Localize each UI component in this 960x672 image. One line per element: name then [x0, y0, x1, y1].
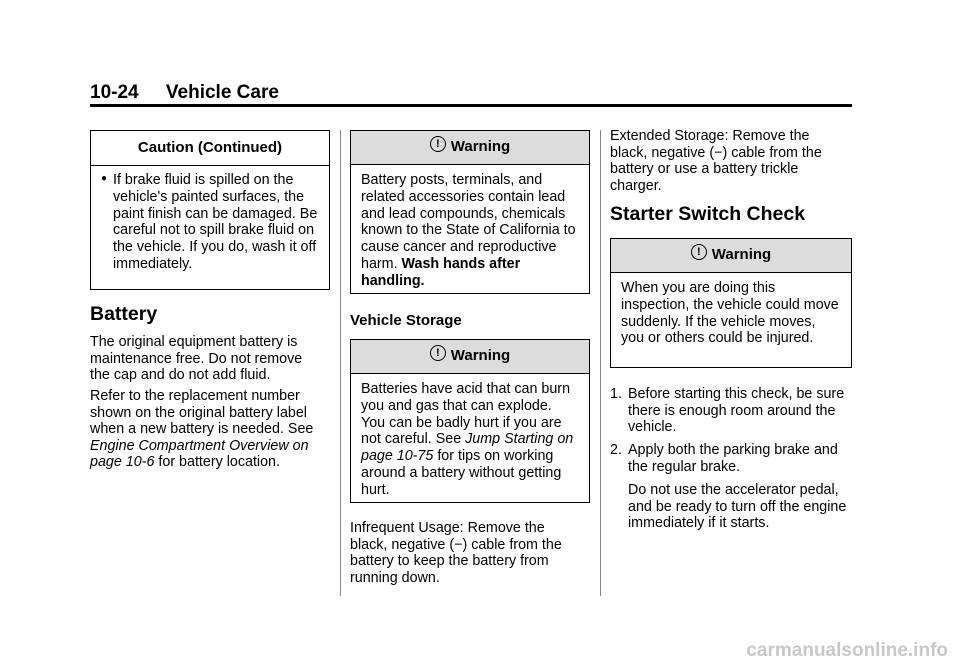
battery-para-1: The original equipment battery is maintenance free. Do not remove the cap and do not add fluid.	[90, 334, 303, 384]
step-1: 1. Before starting this check, be sure there is enough room around the vehicle.	[610, 386, 845, 436]
vehicle-storage-heading: Vehicle Storage	[350, 312, 462, 329]
step-2: 2. Apply both the parking brake and the regular brake.	[610, 442, 838, 475]
caution-bullet: ● If brake fluid is spilled on the vehicle's painted surfaces, the paint finish can be damaged. Be careful not to spill brake fluid on the vehicle. If you do, wash it off immediately.	[101, 172, 318, 272]
caution-title: Caution (Continued)	[91, 131, 329, 166]
warning-lead-box	[350, 130, 590, 294]
warning-icon: !	[691, 244, 707, 260]
warning-acid-text: Batteries have acid that can burn you and gas that can explode. You can be badly hurt if you are not careful. See	[361, 381, 571, 448]
starter-heading: Starter Switch Check	[610, 203, 806, 225]
warning-icon: !	[430, 136, 446, 152]
engine-compartment-link[interactable]: Engine Compartment Overview on page 10-6	[90, 437, 309, 471]
page-number: 10-24	[90, 82, 139, 103]
jump-starting-link[interactable]: Jump Starting on page 10-75	[361, 431, 574, 465]
warning-lead-title: ! Warning	[351, 131, 589, 165]
warning-starter-box	[610, 238, 852, 368]
bullet-icon: ●	[101, 173, 108, 184]
header-rule	[90, 104, 852, 107]
page-header	[90, 82, 279, 104]
warning-starter-title: ! Warning	[611, 239, 851, 273]
warning-icon: !	[430, 345, 446, 361]
caution-box	[90, 130, 330, 290]
infrequent-usage: Infrequent Usage: Remove the black, negative (−) cable from the battery to keep the battery from running down.	[350, 520, 562, 586]
extended-storage: Extended Storage: Remove the black, negative (−) cable from the battery or use a battery trickle charger.	[610, 128, 822, 194]
battery-heading: Battery	[90, 303, 158, 325]
warning-lead-text: Battery posts, terminals, and related accessories contain lead and lead compounds, chemicals known to the State of California to cause cancer and reproductive harm.	[361, 172, 576, 272]
step-2-sub: Do not use the accelerator pedal, and be ready to turn off the engine immediately if it starts.	[628, 482, 847, 532]
battery-para-2: Refer to the replacement number shown on the original battery label when a new battery is needed. See Engine Compartment Overview on page 10-6 for battery location.	[90, 388, 314, 471]
warning-acid-title: ! Warning	[351, 340, 589, 374]
warning-acid-box: ! Warning Batteries have acid that can burn you and gas that can explode. You can be badly hurt if you are not careful. See Jump Starting on page 10-75 for tips on working around a battery without getting hurt.	[350, 339, 590, 503]
warning-starter-text: When you are doing this inspection, the vehicle could move suddenly. If the vehicle moves, you or others could be injured.	[621, 280, 839, 347]
watermark: carmanualsonline.info	[746, 640, 948, 661]
column-divider-2	[600, 130, 601, 596]
column-divider-1	[340, 130, 341, 596]
warning-lead-bold: Wash hands after handling.	[361, 255, 521, 289]
section-title: Vehicle Care	[165, 82, 279, 103]
